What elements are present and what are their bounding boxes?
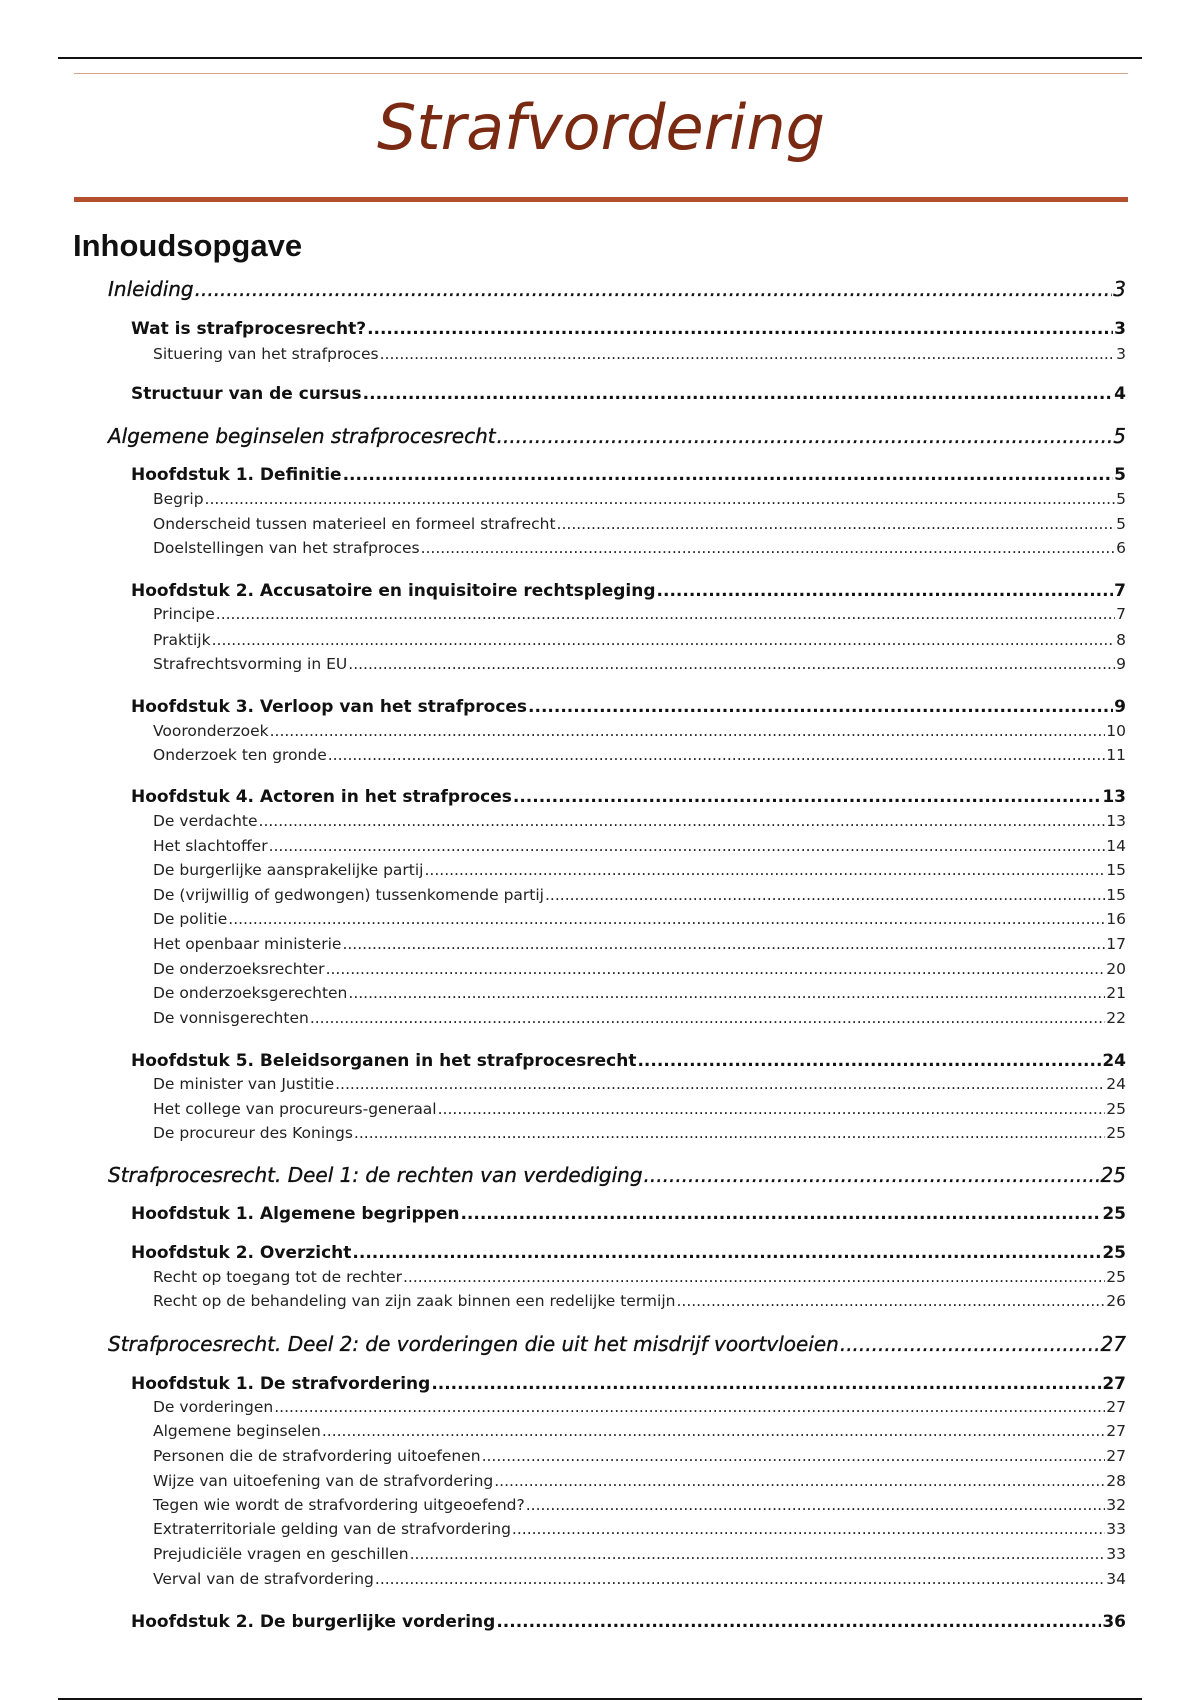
toc-entry-title: Personen die de strafvordering uitoefenen [153, 1447, 481, 1465]
toc-dot-leader [322, 1422, 1105, 1440]
toc-entry-page-number: 34 [1106, 1570, 1126, 1588]
toc-entry-level-3[interactable] [153, 984, 1126, 1002]
toc-entry-title: De verdachte [153, 812, 258, 830]
toc-entry-title: Recht op toegang tot de rechter [153, 1268, 402, 1286]
toc-entry-page-number: 27 [1100, 1332, 1126, 1356]
toc-entry-title: Onderzoek ten gronde [153, 746, 327, 764]
toc-dot-leader [228, 910, 1105, 928]
toc-entry-level-2[interactable] [131, 787, 1126, 807]
page-top-rule [58, 57, 1142, 59]
toc-entry-page-number: 9 [1114, 697, 1126, 717]
toc-entry-title: Het openbaar ministerie [153, 935, 342, 953]
toc-dot-leader [348, 655, 1115, 673]
toc-entry-page-number: 4 [1114, 384, 1126, 404]
toc-entry-level-2[interactable] [131, 1612, 1126, 1632]
toc-dot-leader [380, 345, 1116, 363]
toc-entry-level-3[interactable] [153, 605, 1126, 623]
toc-entry-title: Situering van het strafproces [153, 345, 379, 363]
toc-entry-title: Strafrechtsvorming in EU [153, 655, 348, 673]
toc-entry-level-2[interactable] [131, 384, 1126, 404]
toc-entry-page-number: 13 [1102, 787, 1126, 807]
toc-dot-leader [528, 697, 1113, 717]
toc-entry-level-3[interactable] [153, 1520, 1126, 1538]
toc-entry-page-number: 3 [1113, 277, 1126, 301]
toc-entry-title: Hoofdstuk 1. Algemene begrippen [131, 1204, 460, 1224]
toc-entry-page-number: 24 [1102, 1051, 1126, 1071]
toc-entry-level-3[interactable] [153, 1398, 1126, 1416]
toc-entry-page-number: 5 [1116, 490, 1126, 508]
toc-entry-page-number: 25 [1106, 1268, 1126, 1286]
toc-entry-title: Praktijk [153, 631, 211, 649]
toc-entry-page-number: 16 [1106, 910, 1126, 928]
toc-entry-page-number: 26 [1106, 1292, 1126, 1310]
toc-dot-leader [403, 1268, 1105, 1286]
toc-entry-title: Strafprocesrecht. Deel 1: de rechten van verdediging [108, 1163, 643, 1187]
toc-entry-page-number: 3 [1116, 345, 1126, 363]
toc-dot-leader [354, 1124, 1105, 1142]
toc-entry-title: Begrip [153, 490, 204, 508]
toc-entry-title: Algemene beginselen strafprocesrecht [108, 424, 496, 448]
toc-entry-page-number: 13 [1106, 812, 1126, 830]
toc-dot-leader [363, 384, 1113, 404]
toc-dot-leader [410, 1545, 1106, 1563]
toc-entry-title: Hoofdstuk 1. Definitie [131, 465, 342, 485]
toc-entry-level-3[interactable] [153, 722, 1126, 740]
toc-entry-level-3[interactable] [153, 1545, 1126, 1563]
toc-entry-title: Vooronderzoek [153, 722, 269, 740]
toc-entry-level-1[interactable] [108, 277, 1126, 301]
toc-entry-level-2[interactable] [131, 581, 1126, 601]
toc-entry-page-number: 5 [1113, 424, 1126, 448]
toc-dot-leader [195, 277, 1113, 301]
toc-entry-page-number: 5 [1116, 515, 1126, 533]
toc-entry-page-number: 11 [1106, 746, 1126, 764]
toc-entry-title: Principe [153, 605, 215, 623]
toc-dot-leader [352, 1243, 1101, 1263]
toc-entry-level-3[interactable] [153, 631, 1126, 649]
toc-dot-leader [367, 319, 1113, 339]
toc-entry-page-number: 25 [1106, 1124, 1126, 1142]
toc-entry-title: Hoofdstuk 3. Verloop van het strafproces [131, 697, 528, 717]
toc-dot-leader [343, 465, 1114, 485]
toc-entry-level-3[interactable] [153, 837, 1126, 855]
toc-entry-level-3[interactable] [153, 1447, 1126, 1465]
toc-entry-page-number: 25 [1102, 1204, 1126, 1224]
toc-entry-page-number: 28 [1106, 1472, 1126, 1490]
toc-entry-title: Algemene beginselen [153, 1422, 321, 1440]
toc-entry-level-3[interactable] [153, 886, 1126, 904]
toc-entry-level-3[interactable] [153, 490, 1126, 508]
toc-entry-level-3[interactable] [153, 539, 1126, 557]
toc-entry-level-3[interactable] [153, 1472, 1126, 1490]
toc-entry-level-3[interactable] [153, 910, 1126, 928]
toc-entry-page-number: 36 [1102, 1612, 1126, 1632]
toc-dot-leader [526, 1496, 1106, 1514]
toc-entry-level-2[interactable] [131, 465, 1126, 485]
document-title: Strafvordering [377, 91, 825, 164]
toc-dot-leader [438, 1100, 1106, 1118]
toc-dot-leader [460, 1204, 1101, 1224]
toc-dot-leader [216, 605, 1115, 623]
title-bottom-rule [74, 197, 1128, 202]
toc-entry-page-number: 15 [1106, 861, 1126, 879]
toc-dot-leader [557, 515, 1116, 533]
toc-entry-level-3[interactable] [153, 1100, 1126, 1118]
toc-entry-title: Wijze van uitoefening van de strafvordering [153, 1472, 494, 1490]
toc-entry-page-number: 20 [1106, 960, 1126, 978]
toc-entry-page-number: 8 [1116, 631, 1126, 649]
toc-entry-level-3[interactable] [153, 746, 1126, 764]
toc-entry-level-3[interactable] [153, 812, 1126, 830]
toc-entry-title: De onderzoeksrechter [153, 960, 325, 978]
toc-entry-level-2[interactable] [131, 1204, 1126, 1224]
toc-dot-leader [274, 1398, 1105, 1416]
toc-entry-title: Hoofdstuk 1. De strafvordering [131, 1374, 431, 1394]
toc-entry-page-number: 25 [1102, 1243, 1126, 1263]
toc-dot-leader [644, 1163, 1100, 1187]
toc-entry-title: De burgerlijke aansprakelijke partij [153, 861, 424, 879]
toc-entry-page-number: 5 [1114, 465, 1126, 485]
toc-dot-leader [310, 1009, 1105, 1027]
toc-entry-page-number: 21 [1106, 984, 1126, 1002]
toc-entry-title: De onderzoeksgerechten [153, 984, 348, 1002]
toc-entry-title: Strafprocesrecht. Deel 2: de vorderingen die uit het misdrijf voortvloeien [108, 1332, 839, 1356]
toc-entry-page-number: 3 [1114, 319, 1126, 339]
toc-entry-level-3[interactable] [153, 1570, 1126, 1588]
toc-entry-page-number: 27 [1106, 1422, 1126, 1440]
toc-entry-title: Hoofdstuk 2. Accusatoire en inquisitoire rechtspleging [131, 581, 656, 601]
toc-entry-title: Verval van de strafvordering [153, 1570, 374, 1588]
toc-dot-leader [335, 1075, 1105, 1093]
toc-entry-title: De vorderingen [153, 1398, 274, 1416]
toc-entry-level-3[interactable] [153, 1268, 1126, 1286]
toc-entry-level-2[interactable] [131, 1243, 1126, 1263]
toc-dot-leader [512, 1520, 1105, 1538]
toc-dot-leader [270, 722, 1106, 740]
toc-dot-leader [212, 631, 1116, 649]
toc-dot-leader [205, 490, 1116, 508]
toc-dot-leader [425, 861, 1106, 879]
toc-entry-level-3[interactable] [153, 1422, 1126, 1440]
toc-entry-level-1[interactable] [108, 1163, 1126, 1187]
toc-entry-title: De procureur des Konings [153, 1124, 353, 1142]
toc-entry-title: Wat is strafprocesrecht? [131, 319, 367, 339]
toc-entry-title: Extraterritoriale gelding van de strafvordering [153, 1520, 511, 1538]
toc-entry-level-2[interactable] [131, 697, 1126, 717]
toc-entry-page-number: 7 [1114, 581, 1126, 601]
toc-entry-page-number: 27 [1102, 1374, 1126, 1394]
toc-entry-page-number: 25 [1100, 1163, 1126, 1187]
toc-dot-leader [482, 1447, 1106, 1465]
toc-entry-title: Het slachtoffer [153, 837, 268, 855]
toc-entry-page-number: 32 [1106, 1496, 1126, 1514]
toc-entry-page-number: 10 [1106, 722, 1126, 740]
toc-entry-title: Tegen wie wordt de strafvordering uitgeoefend? [153, 1496, 525, 1514]
toc-dot-leader [545, 886, 1105, 904]
toc-entry-level-3[interactable] [153, 1009, 1126, 1027]
toc-entry-level-1[interactable] [108, 1332, 1126, 1356]
toc-dot-leader [375, 1570, 1105, 1588]
toc-dot-leader [497, 424, 1113, 448]
toc-entry-level-3[interactable] [153, 1496, 1126, 1514]
toc-entry-title: De (vrijwillig of gedwongen) tussenkomende partij [153, 886, 544, 904]
toc-dot-leader [840, 1332, 1100, 1356]
toc-entry-title: De minister van Justitie [153, 1075, 335, 1093]
toc-entry-page-number: 14 [1106, 837, 1126, 855]
toc-dot-leader [328, 746, 1106, 764]
toc-dot-leader [676, 1292, 1105, 1310]
toc-entry-level-3[interactable] [153, 1075, 1126, 1093]
toc-dot-leader [421, 539, 1116, 557]
toc-dot-leader [657, 581, 1114, 601]
toc-dot-leader [342, 935, 1105, 953]
toc-entry-page-number: 22 [1106, 1009, 1126, 1027]
toc-entry-level-3[interactable] [153, 960, 1126, 978]
toc-entry-title: Doelstellingen van het strafproces [153, 539, 420, 557]
toc-entry-page-number: 9 [1116, 655, 1126, 673]
toc-entry-page-number: 6 [1116, 539, 1126, 557]
toc-entry-level-2[interactable] [131, 1051, 1126, 1071]
toc-entry-title: Recht op de behandeling van zijn zaak binnen een redelijke termijn [153, 1292, 676, 1310]
toc-entry-level-3[interactable] [153, 515, 1126, 533]
toc-entry-title: Het college van procureurs-generaal [153, 1100, 437, 1118]
toc-entry-page-number: 24 [1106, 1075, 1126, 1093]
toc-entry-title: Hoofdstuk 2. De burgerlijke vordering [131, 1612, 496, 1632]
toc-entry-level-2[interactable] [131, 319, 1126, 339]
toc-dot-leader [431, 1374, 1101, 1394]
toc-entry-title: Inleiding [108, 277, 194, 301]
toc-dot-leader [494, 1472, 1105, 1490]
toc-entry-level-3[interactable] [153, 655, 1126, 673]
toc-entry-page-number: 25 [1106, 1100, 1126, 1118]
toc-entry-page-number: 33 [1106, 1545, 1126, 1563]
toc-entry-title: Hoofdstuk 5. Beleidsorganen in het strafprocesrecht [131, 1051, 637, 1071]
toc-dot-leader [259, 812, 1106, 830]
title-top-rule [74, 73, 1128, 74]
toc-entry-page-number: 15 [1106, 886, 1126, 904]
toc-dot-leader [348, 984, 1105, 1002]
toc-entry-page-number: 7 [1116, 605, 1126, 623]
toc-entry-title: De vonnisgerechten [153, 1009, 309, 1027]
toc-entry-title: Onderscheid tussen materieel en formeel strafrecht [153, 515, 556, 533]
toc-entry-title: Hoofdstuk 4. Actoren in het strafproces [131, 787, 512, 807]
toc-dot-leader [637, 1051, 1101, 1071]
toc-entry-level-3[interactable] [153, 935, 1126, 953]
toc-dot-leader [326, 960, 1106, 978]
toc-entry-page-number: 27 [1106, 1447, 1126, 1465]
toc-dot-leader [513, 787, 1101, 807]
toc-entry-page-number: 33 [1106, 1520, 1126, 1538]
toc-entry-level-1[interactable] [108, 424, 1126, 448]
toc-entry-title: Structuur van de cursus [131, 384, 362, 404]
toc-dot-leader [496, 1612, 1101, 1632]
toc-entry-page-number: 27 [1106, 1398, 1126, 1416]
toc-entry-page-number: 17 [1106, 935, 1126, 953]
toc-entry-title: De politie [153, 910, 228, 928]
toc-entry-title: Hoofdstuk 2. Overzicht [131, 1243, 352, 1263]
toc-entry-level-2[interactable] [131, 1374, 1126, 1394]
toc-entry-level-3[interactable] [153, 1292, 1126, 1310]
toc-entry-level-3[interactable] [153, 345, 1126, 363]
toc-heading: Inhoudsopgave [73, 228, 303, 263]
toc-entry-level-3[interactable] [153, 861, 1126, 879]
toc-dot-leader [269, 837, 1106, 855]
toc-entry-title: Prejudiciële vragen en geschillen [153, 1545, 409, 1563]
toc-entry-level-3[interactable] [153, 1124, 1126, 1142]
